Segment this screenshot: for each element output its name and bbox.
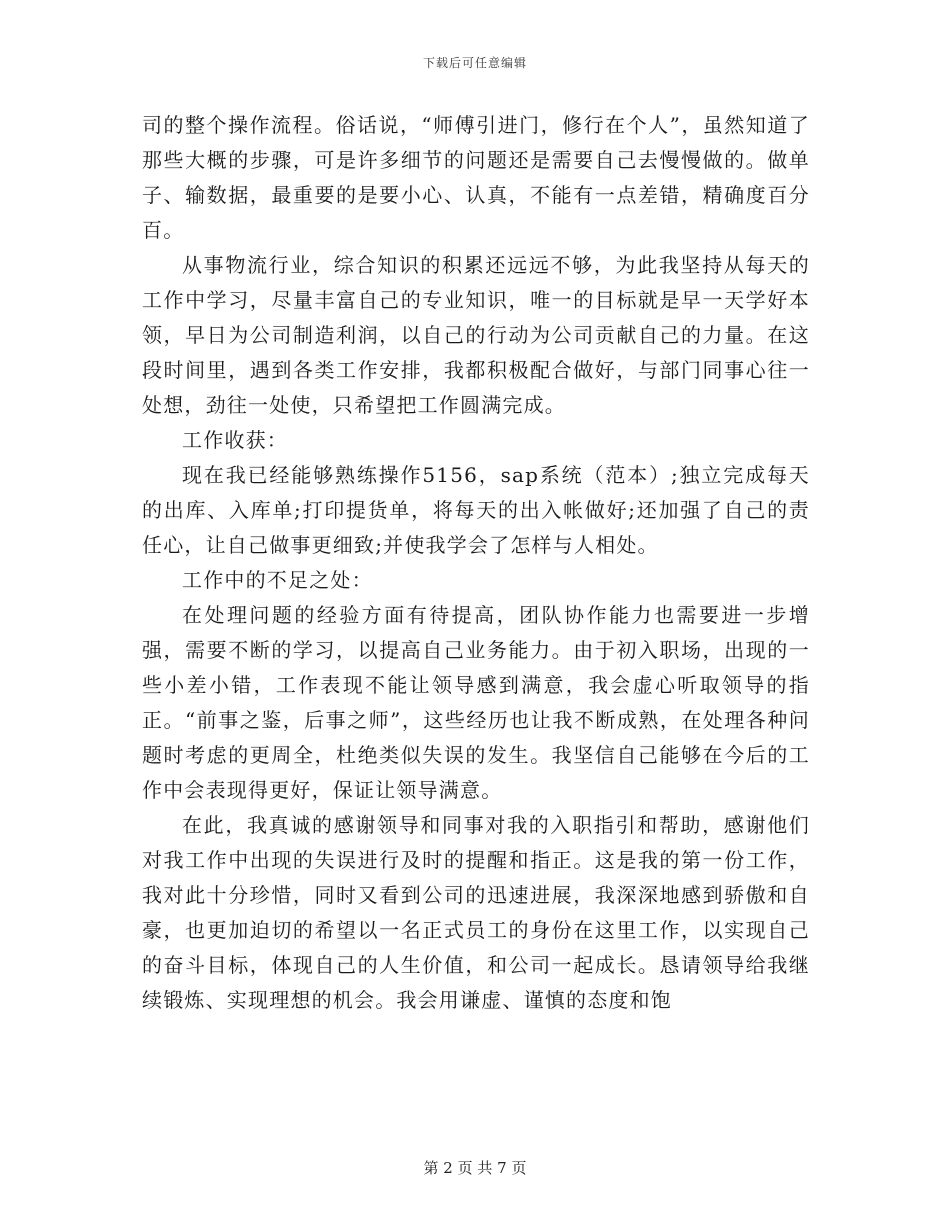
paragraph-gains: 现在我已经能够熟练操作5156，sap系统（范本）;独立完成每天的出库、入库单;打印提货单，将每天的出入帐做好;还加强了自己的责任心，让自己做事更细致;并使我学会了怎样与人相处。 bbox=[142, 463, 810, 557]
section-heading-shortcomings: 工作中的不足之处： bbox=[182, 568, 373, 592]
paragraph-shortcomings: 在处理问题的经验方面有待提高，团队协作能力也需要进一步增强，需要不断的学习，以提高自己业务能力。由于初入职场，出现的一些小差小错，工作表现不能让领导感到满意，我会虚心听取领导的指正。“前事之鉴，后事之师”，这些经历也让我不断成熟，在处理各种问题时考虑的更周全，杜绝类似失误的发生。我坚信自己能够在今后的工作中会表现得更好，保证让领导满意。 bbox=[142, 603, 810, 802]
section-heading-gains: 工作收获： bbox=[182, 428, 288, 452]
page-header-note: 下载后可任意编辑 bbox=[422, 56, 527, 70]
paragraph-thanks: 在此，我真诚的感谢领导和同事对我的入职指引和帮助，感谢他们对我工作中出现的失误进行及时的提醒和指正。这是我的第一份工作，我对此十分珍惜，同时又看到公司的迅速进展，我深深地感到骄傲和自豪，也更加迫切的希望以一名正式员工的身份在这里工作，以实现自己的奋斗目标，体现自己的人生价值，和公司一起成长。恳请领导给我继续锻炼、实现理想的机会。我会用谦虚、谨慎的态度和饱 bbox=[142, 813, 810, 1012]
page-number: 第 2 页 共 7 页 bbox=[423, 1159, 527, 1177]
document-body bbox=[142, 108, 810, 1018]
paragraph-learning: 从事物流行业，综合知识的积累还远远不够，为此我坚持从每天的工作中学习，尽量丰富自己的专业知识，唯一的目标就是早一天学好本领，早日为公司制造利润，以自己的行动为公司贡献自己的力量。在这段时间里，遇到各类工作安排，我都积极配合做好，与部门同事心往一处想，劲往一处使，只希望把工作圆满完成。 bbox=[142, 253, 810, 417]
paragraph-continuation: 司的整个操作流程。俗话说，“师傅引进门，修行在个人”，虽然知道了那些大概的步骤，可是许多细节的问题还是需要自己去慢慢做的。做单子、输数据，最重要的是要小心、认真，不能有一点差错，精确度百分百。 bbox=[142, 113, 810, 242]
